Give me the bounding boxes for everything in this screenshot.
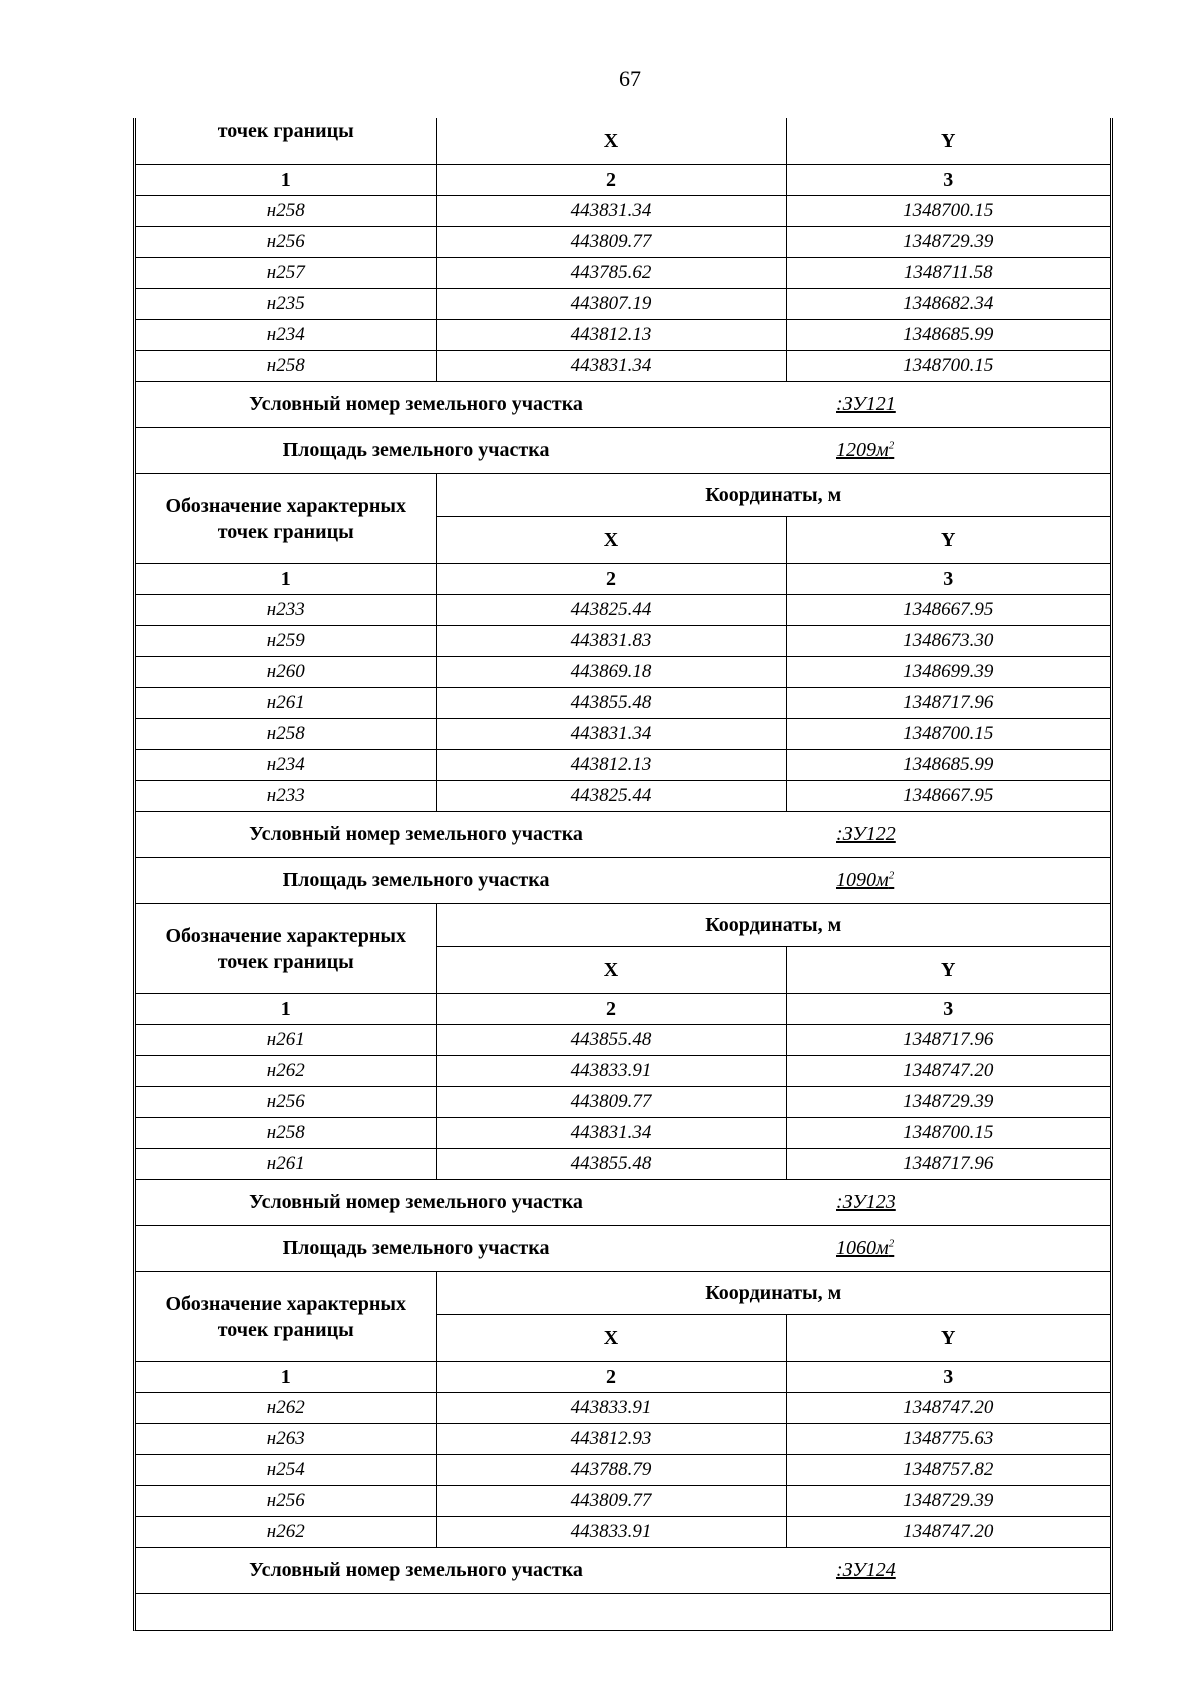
x-value: 443812.93 [436,1424,786,1455]
parcel-area-value [836,439,894,462]
y-value: 1348673.30 [786,626,1110,657]
x-value: 443825.44 [436,781,786,812]
point-name: н256 [136,227,436,258]
y-value: 1348685.99 [786,320,1110,351]
parcel-area-label: Площадь земельного участка [282,439,550,461]
point-name: н262 [136,1393,436,1424]
x-value: 443788.79 [436,1455,786,1486]
table-row [136,1393,1110,1424]
table-row [136,351,1110,382]
parcel-area-label: Площадь земельного участка [282,869,550,891]
coordinates-header: Координаты, м [436,904,1110,947]
parcel-number-label: Условный номер земельного участка [249,1559,583,1581]
y-value: 1348700.15 [786,196,1110,227]
parcel-area-row [136,858,1110,904]
x-value: 443812.13 [436,750,786,781]
y-value: 1348667.95 [786,595,1110,626]
point-name: н258 [136,196,436,227]
y-value: 1348700.15 [786,1118,1110,1149]
table-row [136,781,1110,812]
point-name: н262 [136,1056,436,1087]
parcel-number-row [136,382,1110,428]
y-header: Y [786,1315,1110,1362]
y-value: 1348667.95 [786,781,1110,812]
parcel-number-value: :ЗУ124 [836,1559,896,1581]
x-value: 443785.62 [436,258,786,289]
x-header: X [436,947,786,994]
y-value: 1348711.58 [786,258,1110,289]
coordinates-table [136,118,1110,1594]
y-header: Y [786,118,1110,165]
column-number: 3 [786,994,1110,1025]
y-value: 1348717.96 [786,688,1110,719]
point-name: н261 [136,1149,436,1180]
y-value: 1348700.15 [786,719,1110,750]
point-name: н261 [136,1025,436,1056]
area-unit: м [876,869,889,891]
parcel-number-row [136,812,1110,858]
y-value: 1348729.39 [786,227,1110,258]
parcel-number-value: :ЗУ123 [836,1191,896,1213]
point-name: н256 [136,1486,436,1517]
x-value: 443831.34 [436,719,786,750]
area-number: 1060 [836,1237,876,1259]
x-value: 443831.83 [436,626,786,657]
point-name: н234 [136,320,436,351]
table-row [136,1056,1110,1087]
x-value: 443855.48 [436,688,786,719]
column-number: 2 [436,564,786,595]
point-name: н258 [136,719,436,750]
x-header: X [436,517,786,564]
x-value: 443809.77 [436,1486,786,1517]
area-exponent: 2 [888,439,895,452]
table-row [136,258,1110,289]
document-frame [133,118,1113,1631]
column-number: 1 [136,564,436,595]
y-value: 1348747.20 [786,1056,1110,1087]
column-number: 1 [136,1362,436,1393]
column-number: 1 [136,165,436,196]
y-header: Y [786,947,1110,994]
table-row [136,289,1110,320]
y-value: 1348699.39 [786,657,1110,688]
y-header: Y [786,517,1110,564]
x-header: X [436,118,786,165]
y-value: 1348747.20 [786,1393,1110,1424]
point-name: н258 [136,351,436,382]
table-row [136,1118,1110,1149]
x-value: 443833.91 [436,1056,786,1087]
column-number: 3 [786,564,1110,595]
x-value: 443831.34 [436,351,786,382]
point-name: н260 [136,657,436,688]
y-value: 1348775.63 [786,1424,1110,1455]
parcel-area-value [836,869,894,892]
y-value: 1348717.96 [786,1025,1110,1056]
x-value: 443869.18 [436,657,786,688]
point-name: н256 [136,1087,436,1118]
table-row [136,196,1110,227]
y-value: 1348717.96 [786,1149,1110,1180]
point-name: н254 [136,1455,436,1486]
designation-header: Обозначение характерных точек границы [136,904,436,994]
table-row [136,1087,1110,1118]
column-number: 3 [786,1362,1110,1393]
parcel-number-label: Условный номер земельного участка [249,1191,583,1213]
parcel-area-row [136,1226,1110,1272]
parcel-area-label: Площадь земельного участка [282,1237,550,1259]
parcel-number-label: Условный номер земельного участка [249,823,583,845]
y-value: 1348729.39 [786,1087,1110,1118]
y-value: 1348757.82 [786,1455,1110,1486]
point-name: н257 [136,258,436,289]
area-unit: м [876,1237,889,1259]
x-value: 443807.19 [436,289,786,320]
designation-header: Обозначение характерных точек границы [136,1272,436,1362]
x-value: 443809.77 [436,1087,786,1118]
parcel-number-row [136,1548,1110,1594]
table-row [136,750,1110,781]
table-row [136,1455,1110,1486]
column-number: 2 [436,165,786,196]
coordinates-header: Координаты, м [436,1272,1110,1315]
table-row [136,688,1110,719]
point-name: н234 [136,750,436,781]
x-header: X [436,1315,786,1362]
x-value: 443831.34 [436,1118,786,1149]
parcel-area-value [836,1237,894,1260]
point-name: н262 [136,1517,436,1548]
page-number: 67 [619,66,641,91]
table-row [136,657,1110,688]
x-value: 443825.44 [436,595,786,626]
point-name: н258 [136,1118,436,1149]
y-value: 1348682.34 [786,289,1110,320]
point-name: н261 [136,688,436,719]
x-value: 443855.48 [436,1025,786,1056]
point-name: н259 [136,626,436,657]
parcel-number-label: Условный номер земельного участка [249,393,583,415]
x-value: 443809.77 [436,227,786,258]
table-row [136,626,1110,657]
point-name: н233 [136,595,436,626]
table-row [136,1517,1110,1548]
parcel-number-row [136,1180,1110,1226]
y-value: 1348729.39 [786,1486,1110,1517]
area-number: 1209 [836,439,876,461]
table-row [136,1486,1110,1517]
designation-header: точек границы [136,118,436,165]
column-number: 2 [436,994,786,1025]
area-number: 1090 [836,869,876,891]
table-row [136,1424,1110,1455]
area-unit: м [876,439,889,461]
x-value: 443831.34 [436,196,786,227]
x-value: 443812.13 [436,320,786,351]
area-exponent: 2 [888,869,895,882]
table-row [136,1025,1110,1056]
table-row [136,595,1110,626]
parcel-number-value: :ЗУ122 [836,823,896,845]
area-exponent: 2 [888,1237,895,1250]
point-name: н235 [136,289,436,320]
parcel-area-row [136,428,1110,474]
designation-header: Обозначение характерных точек границы [136,474,436,564]
point-name: н233 [136,781,436,812]
x-value: 443855.48 [436,1149,786,1180]
x-value: 443833.91 [436,1393,786,1424]
parcel-number-value: :ЗУ121 [836,393,896,415]
column-number: 1 [136,994,436,1025]
y-value: 1348747.20 [786,1517,1110,1548]
table-row [136,1149,1110,1180]
column-number: 3 [786,165,1110,196]
table-row [136,320,1110,351]
coordinates-header: Координаты, м [436,474,1110,517]
column-number: 2 [436,1362,786,1393]
x-value: 443833.91 [436,1517,786,1548]
y-value: 1348700.15 [786,351,1110,382]
point-name: н263 [136,1424,436,1455]
table-row [136,719,1110,750]
table-row [136,227,1110,258]
y-value: 1348685.99 [786,750,1110,781]
